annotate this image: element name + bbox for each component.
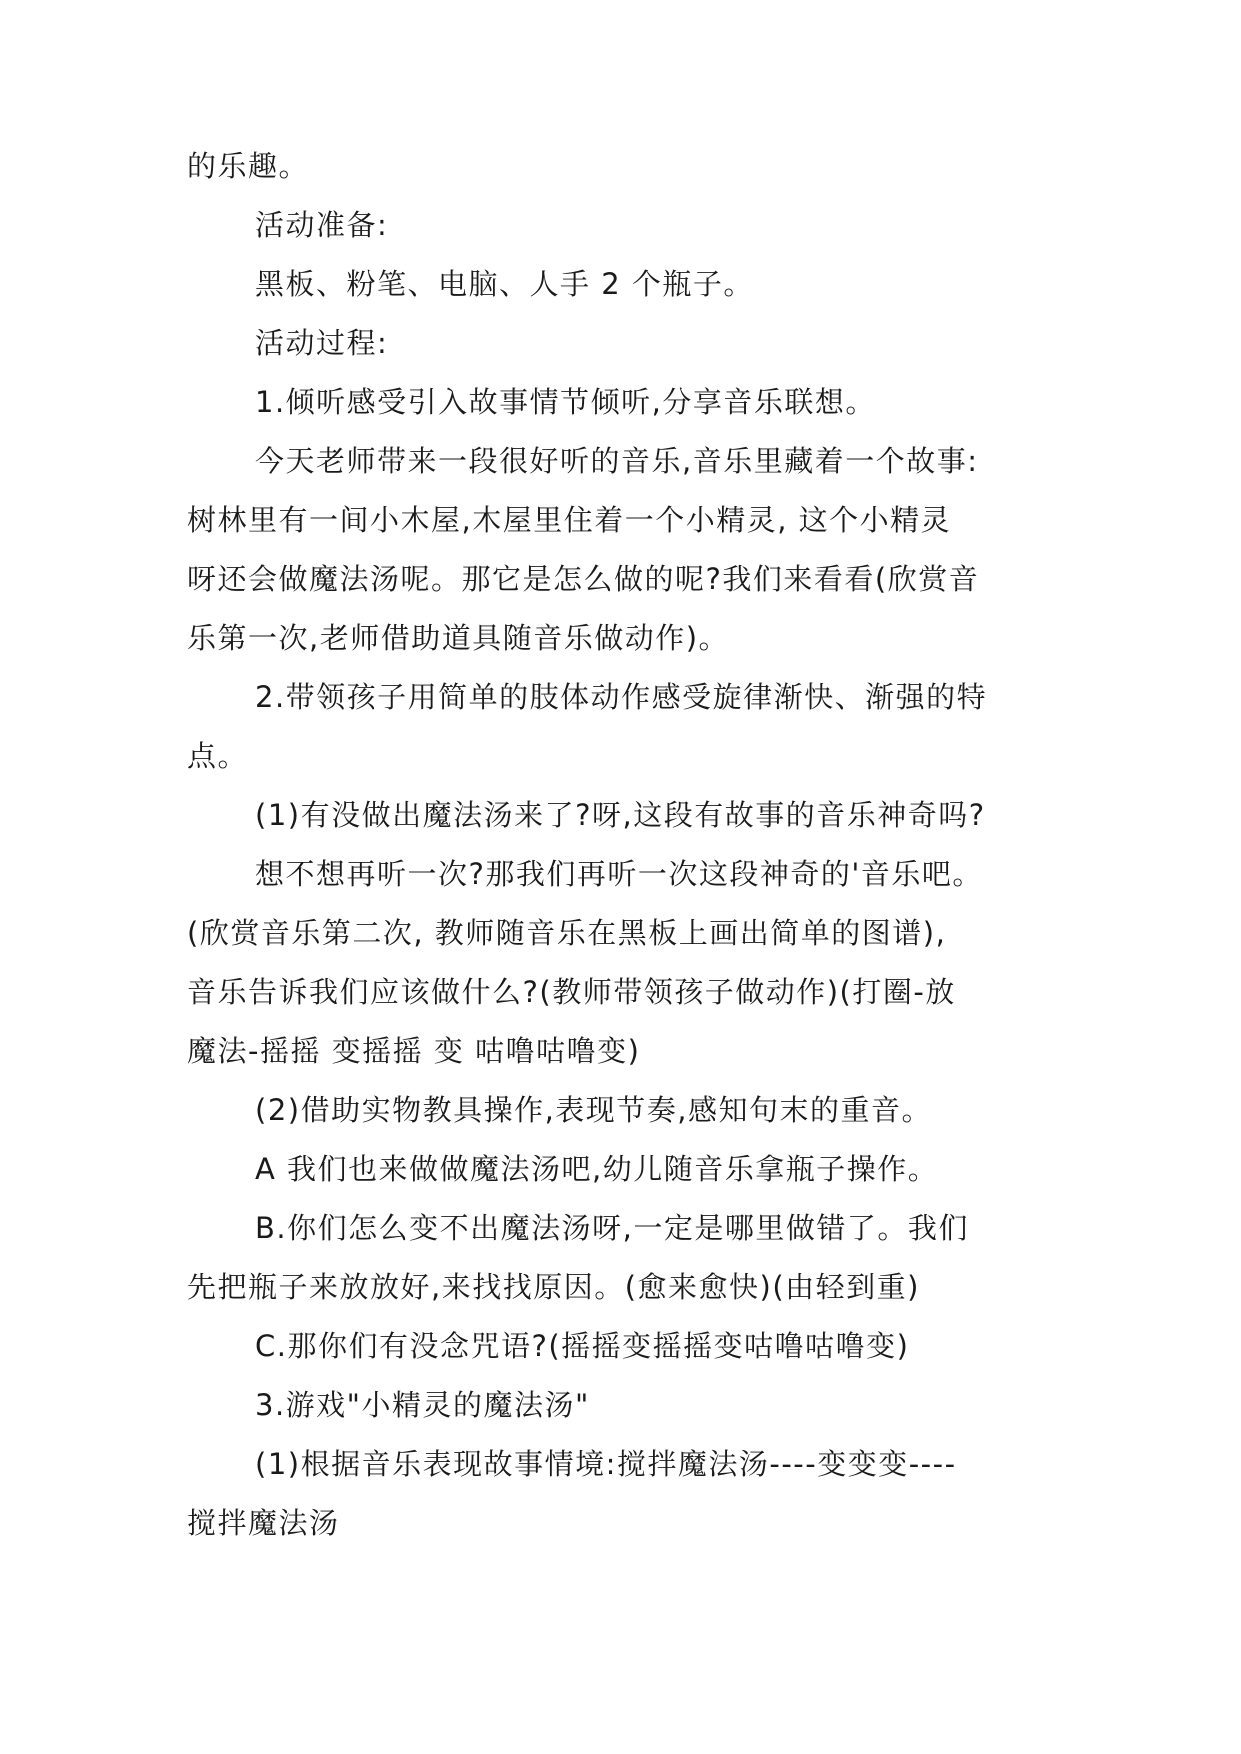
text-line: (1)有没做出魔法汤来了?呀,这段有故事的音乐神奇吗? xyxy=(255,798,986,832)
text-line: 活动准备: xyxy=(255,208,389,242)
text-line: A 我们也来做做魔法汤吧,幼儿随音乐拿瓶子操作。 xyxy=(255,1152,939,1186)
text-line: (欣赏音乐第二次, 教师随音乐在黑板上画出简单的图谱), xyxy=(187,916,947,950)
text-line: 呀还会做魔法汤呢。那它是怎么做的呢?我们来看看(欣赏音 xyxy=(187,562,980,596)
text-line: 活动过程: xyxy=(255,326,389,360)
text-line: 想不想再听一次?那我们再听一次这段神奇的'音乐吧。 xyxy=(255,857,983,891)
text-line: 魔法-摇摇 变摇摇 变 咕噜咕噜变) xyxy=(187,1034,641,1068)
text-line: B.你们怎么变不出魔法汤呀,一定是哪里做错了。我们 xyxy=(255,1211,969,1245)
text-line: 乐第一次,老师借助道具随音乐做动作)。 xyxy=(187,621,730,655)
text-line: 点。 xyxy=(187,739,249,773)
text-line: 1.倾听感受引入故事情节倾听,分享音乐联想。 xyxy=(255,385,876,419)
text-line: 搅拌魔法汤 xyxy=(187,1506,340,1540)
text-line: (1)根据音乐表现故事情境:搅拌魔法汤----变变变---- xyxy=(255,1447,957,1481)
text-line: 3.游戏"小精灵的魔法汤" xyxy=(255,1388,590,1422)
text-line: (2)借助实物教具操作,表现节奏,感知句末的重音。 xyxy=(255,1093,933,1127)
text-line: 黑板、粉笔、电脑、人手 2 个瓶子。 xyxy=(255,267,754,301)
text-line: 音乐告诉我们应该做什么?(教师带领孩子做动作)(打圈-放 xyxy=(187,975,956,1009)
text-line: 树林里有一间小木屋,木屋里住着一个小精灵, 这个小精灵 xyxy=(187,503,952,537)
text-line: C.那你们有没念咒语?(摇摇变摇摇变咕噜咕噜变) xyxy=(255,1329,910,1363)
text-line: 2.带领孩子用简单的肢体动作感受旋律渐快、渐强的特 xyxy=(255,680,988,714)
text-line: 先把瓶子来放放好,来找找原因。(愈来愈快)(由轻到重) xyxy=(187,1270,920,1304)
text-line: 今天老师带来一段很好听的音乐,音乐里藏着一个故事: xyxy=(255,444,979,478)
text-line: 的乐趣。 xyxy=(187,149,310,183)
